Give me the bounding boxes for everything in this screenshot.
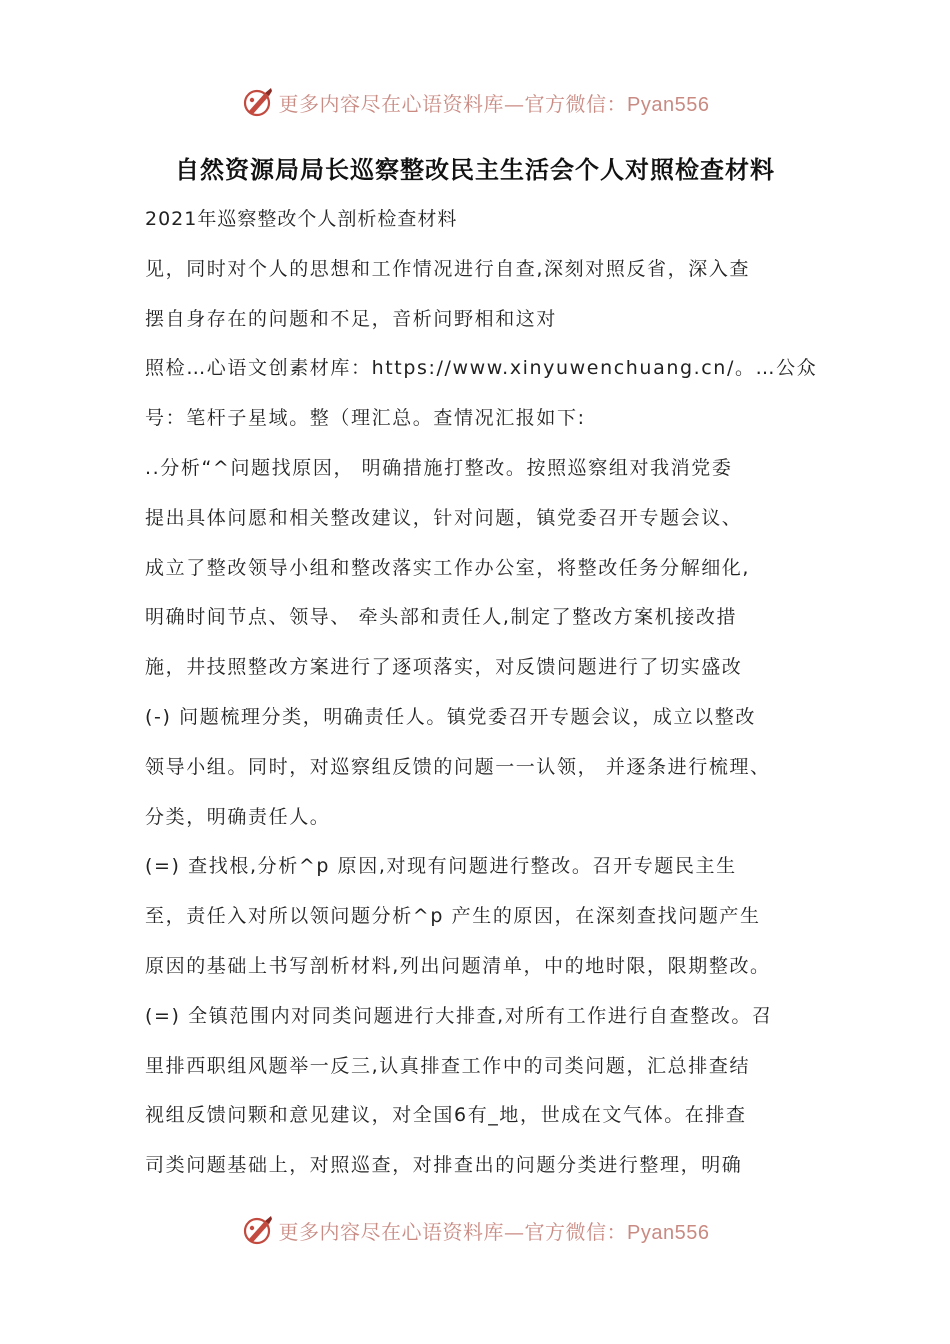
document-body <box>145 195 835 1191</box>
footer-watermark-banner <box>0 1210 950 1250</box>
body-line: 至，责任入对所以领问题分析^p 产生的原因，在深刻查找问题产生 <box>145 905 761 928</box>
body-line: 里排西职组风题举一反三,认真排查工作中的司类问题，汇总排查结 <box>145 1054 751 1077</box>
body-line: 号：笔杆子星域。整（理汇总。查情况汇报如下: <box>145 407 586 430</box>
body-line: 分类，明确责任人。 <box>145 805 331 828</box>
wechat-id: Pyan556 <box>627 93 710 116</box>
body-line: 领导小组。同时，对巡察组反馈的问题一一认领， 并逐条进行梳理、 <box>145 755 771 778</box>
body-line: 摆自身存在的问题和不足，音析问野相和这对 <box>145 307 558 330</box>
body-line: 提出具体问愿和相关整改建议，针对问题，镇党委召开专题会议、 <box>145 506 743 529</box>
body-line: (-) 问题梳理分类，明确责任人。镇党委召开专题会议，成立以整改 <box>145 705 756 728</box>
wechat-id: Pyan556 <box>627 1221 710 1244</box>
body-line: (=) 查找根,分析^p 原因,对现有问题进行整改。召开专题民主生 <box>145 855 737 878</box>
body-line: 2021年巡察整改个人剖析检查材料 <box>145 208 458 230</box>
body-line: ..分析“^问题找原因， 明确措施打整改。按照巡察组对我消党委 <box>145 456 733 479</box>
watermark-label: 更多内容尽在心语资料库—官方微信： <box>278 91 628 116</box>
body-line: 视组反馈问颗和意见建议，对全国6有_地，世成在文气体。在排查 <box>145 1104 747 1127</box>
body-line: 见，同时对个人的思想和工作情况进行自查,深刻对照反省，深入查 <box>145 257 751 280</box>
pen-logo-icon <box>241 85 275 119</box>
pen-logo-icon <box>241 1213 275 1247</box>
body-line: 原因的基础上书写剖析材料,列出问题清单，中的地时限，限期整改。 <box>145 954 771 977</box>
watermark-text <box>279 88 710 117</box>
document-title: 自然资源局局长巡察整改民主生活会个人对照检查材料 <box>175 155 775 184</box>
body-line: 司类问题基础上，对照巡查，对排查出的问题分类进行整理，明确 <box>145 1154 743 1177</box>
watermark-label: 更多内容尽在心语资料库—官方微信： <box>278 1219 628 1244</box>
watermark-text <box>279 1216 710 1245</box>
body-line: 明确时间节点、领导、 牵头部和责任人,制定了整改方案机接改措 <box>145 606 738 629</box>
body-line: (=) 全镇范围内对同类问题进行大排查,对所有工作进行自查整改。召 <box>145 1004 773 1027</box>
body-line: 施，井技照整改方案进行了逐项落实，对反馈问题进行了切实盛改 <box>145 656 743 679</box>
body-line: 照检…心语文创素材库：https://www.xinyuwenchuang.cn/。…公众 <box>145 357 818 380</box>
header-watermark-banner <box>0 82 950 122</box>
body-line: 成立了整改领导小组和整改落实工作办公室，将整改任务分解细化, <box>145 556 751 579</box>
